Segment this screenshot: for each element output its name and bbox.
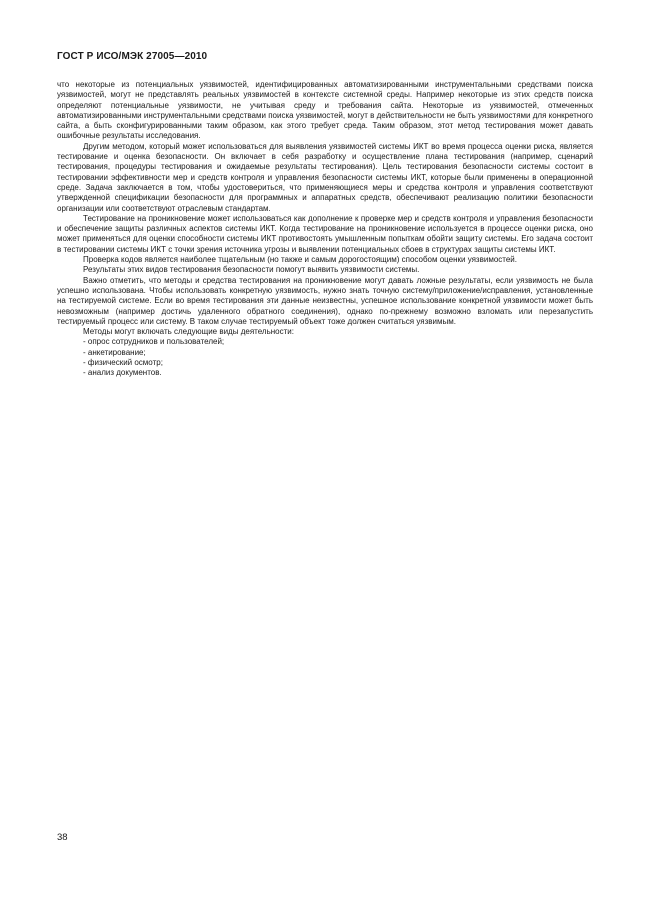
list-item: - анализ документов. (83, 368, 162, 378)
paragraph-1: что некоторые из потенциальных уязвимостей, идентифицированных автоматизированными инструментальными средствами поиска уязвимостей, могут не представлять реальных уязвимостей в контексте системной среды. Например некоторые из этих средств поиска определяют потенциальные уязвимости, не учитывая среду и требования сайта. Некоторые из уязвимостей, отмеченных автоматизированными инструментальными средствами поиска уязвимостей, могут в действительности не быть уязвимостями для конкретного сайта, а быть сконфигурированными таким образом, как этого требует среда. Таким образом, этот метод тестирования может давать ошибочные результаты исследования. (57, 80, 593, 141)
paragraph-2: Другим методом, который может использоваться для выявления уязвимостей системы ИКТ во время процесса оценки риска, является тестирование и оценка безопасности. Он включает в себя разработку и осуществление плана тестирования (например, сценарий тестирования, процедуры тестирования и ожидаемые результаты тестирования). Цель тестирования безопасности системы состоит в тестировании эффективности мер и средств контроля и управления безопасности системы ИКТ, которые были применены в операционной среде. Задача заключается в том, чтобы удостовериться, что применяющиеся меры и средства контроля и управления соответствуют утвержденной спецификации безопасности для программных и аппаратных средств, обеспечивают реализацию политики безопасности организации или соответствуют отраслевым стандартам. (57, 141, 593, 213)
activity-list (57, 337, 593, 378)
document-header: ГОСТ Р ИСО/МЭК 27005—2010 (57, 51, 208, 62)
list-item: - анкетирование; (83, 347, 146, 357)
paragraph-4: Проверка кодов является наиболее тщательным (но также и самым дорогостоящим) способом оценки уязвимостей. (83, 255, 517, 265)
paragraph-3: Тестирование на проникновение может использоваться как дополнение к проверке мер и средств контроля и управления безопасности и обеспечение защиты различных аспектов системы ИКТ. Когда тестирование на проникновение используется в процессе оценки риска, оно может применяться для оценки способности системы ИКТ противостоять умышленным попыткам обойти защиту системы. Его задача состоит в тестировании системы ИКТ с точки зрения источника угрозы и выявлении потенциальных сбоев в структурах защиты системы ИКТ. (57, 213, 593, 254)
paragraph-6: Важно отметить, что методы и средства тестирования на проникновение могут давать ложные результаты, если уязвимость не была успешно использована. Чтобы использовать конкретную уязвимость, нужно знать точную систему/приложение/исправления, установленные на тестируемой системе. Если во время тестирования эти данные неизвестны, успешное использование конкретной уязвимости может быть невозможным (например достичь удаленного обратного соединения), однако по-прежнему возможно взломать или перезапустить тестируемый процесс или систему. В таком случае тестируемый объект тоже должен считаться уязвимым. (57, 275, 593, 326)
paragraph-7: Методы могут включать следующие виды деятельности: (83, 327, 294, 337)
list-item: - физический осмотр; (83, 358, 163, 368)
page-number: 38 (57, 832, 68, 843)
document-body (57, 80, 593, 379)
paragraph-5: Результаты этих видов тестирования безопасности помогут выявить уязвимости системы. (83, 265, 420, 275)
list-item: - опрос сотрудников и пользователей; (83, 337, 225, 347)
